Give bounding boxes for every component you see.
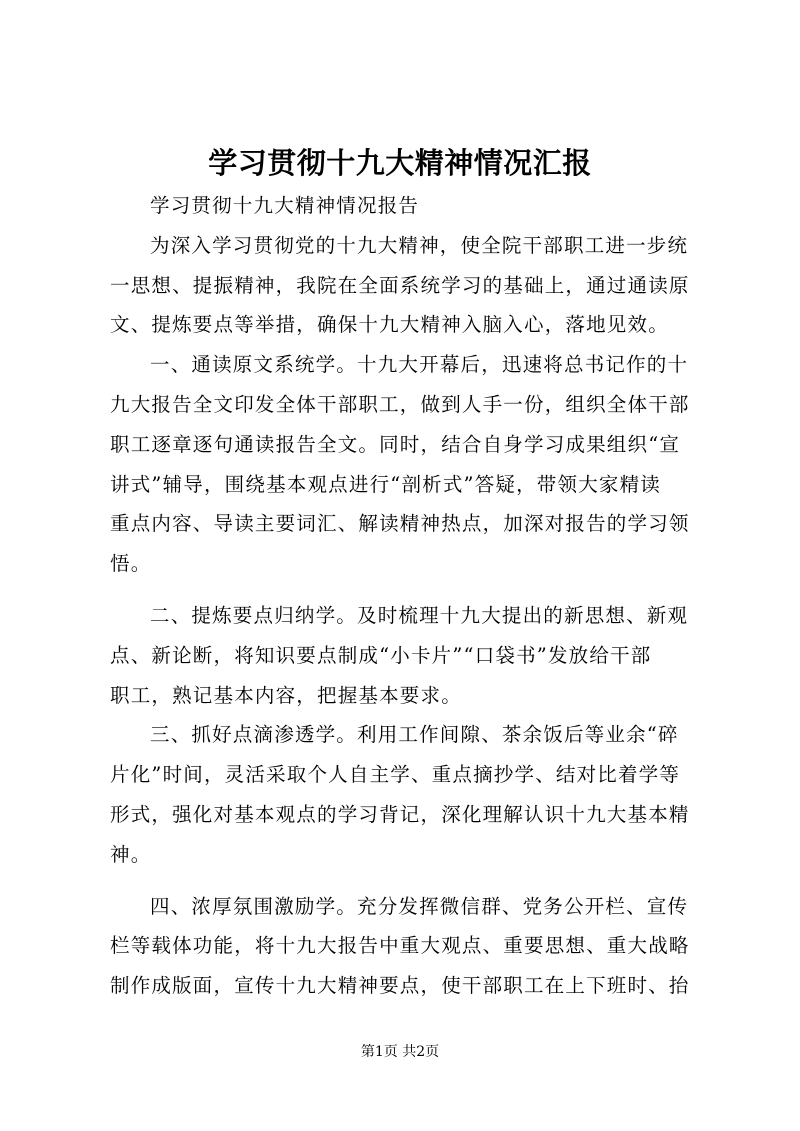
paragraph-4-line-2: 片化”时间，灵活采取个人自主学、重点摘抄学、结对比着学等 (110, 763, 681, 787)
paragraph-1-line-3: 文、提炼要点等举措，确保十九大精神入脑入心，落地见效。 (110, 313, 669, 337)
paragraph-4-line-4: 神。 (110, 842, 152, 866)
subtitle-line: 学习贯彻十九大精神情况报告 (150, 194, 420, 217)
paragraph-2-line-5: 重点内容、导读主要词汇、解读精神热点，加深对报告的学习领 (110, 512, 690, 536)
paragraph-5-line-1: 四、浓厚氛围激励学。充分发挥微信群、党务公开栏、宣传 (150, 894, 689, 918)
paragraph-3-line-3: 职工，熟记基本内容，把握基本要求。 (110, 683, 462, 707)
paragraph-5-line-2: 栏等载体功能，将十九大报告中重大观点、重要思想、重大战略 (110, 934, 690, 958)
document-title: 学习贯彻十九大精神情况汇报 (208, 146, 592, 180)
page-number-footer: 第1页 共2页 (360, 1044, 440, 1060)
paragraph-5-line-3: 制作成版面，宣传十九大精神要点，使干部职工在上下班时、抬 (110, 974, 690, 998)
paragraph-gap (110, 875, 696, 887)
paragraph-4-line-1: 三、抓好点滴渗透学。利用工作间隙、茶余饭后等业余“碎 (150, 723, 679, 747)
paragraph-1-line-2: 一思想、提振精神，我院在全面系统学习的基础上，通过通读原 (110, 273, 690, 297)
document-body (110, 186, 696, 1006)
paragraph-2-line-2: 九大报告全文印发全体干部职工，做到人手一份，组织全体干部 (110, 392, 690, 416)
paragraph-2-line-1: 一、通读原文系统学。十九大开幕后，迅速将总书记作的十 (150, 353, 689, 377)
paragraph-gap (110, 584, 696, 596)
paragraph-3-line-1: 二、提炼要点归纳学。及时梳理十九大提出的新思想、新观 (150, 603, 689, 627)
paragraph-2-line-3: 职工逐章逐句通读报告全文。同时，结合自身学习成果组织“宣 (110, 432, 681, 456)
paragraph-2-line-6: 悟。 (110, 552, 152, 576)
paragraph-3-line-2: 点、新论断，将知识要点制成“小卡片”“口袋书”发放给干部 (110, 643, 652, 667)
paragraph-2-line-4: 讲式”辅导，围绕基本观点进行“剖析式”答疑，带领大家精读 (110, 472, 662, 496)
paragraph-1-line-1: 为深入学习贯彻党的十九大精神，使全院干部职工进一步统 (150, 233, 689, 257)
paragraph-4-line-3: 形式，强化对基本观点的学习背记，深化理解认识十九大基本精 (110, 802, 690, 826)
